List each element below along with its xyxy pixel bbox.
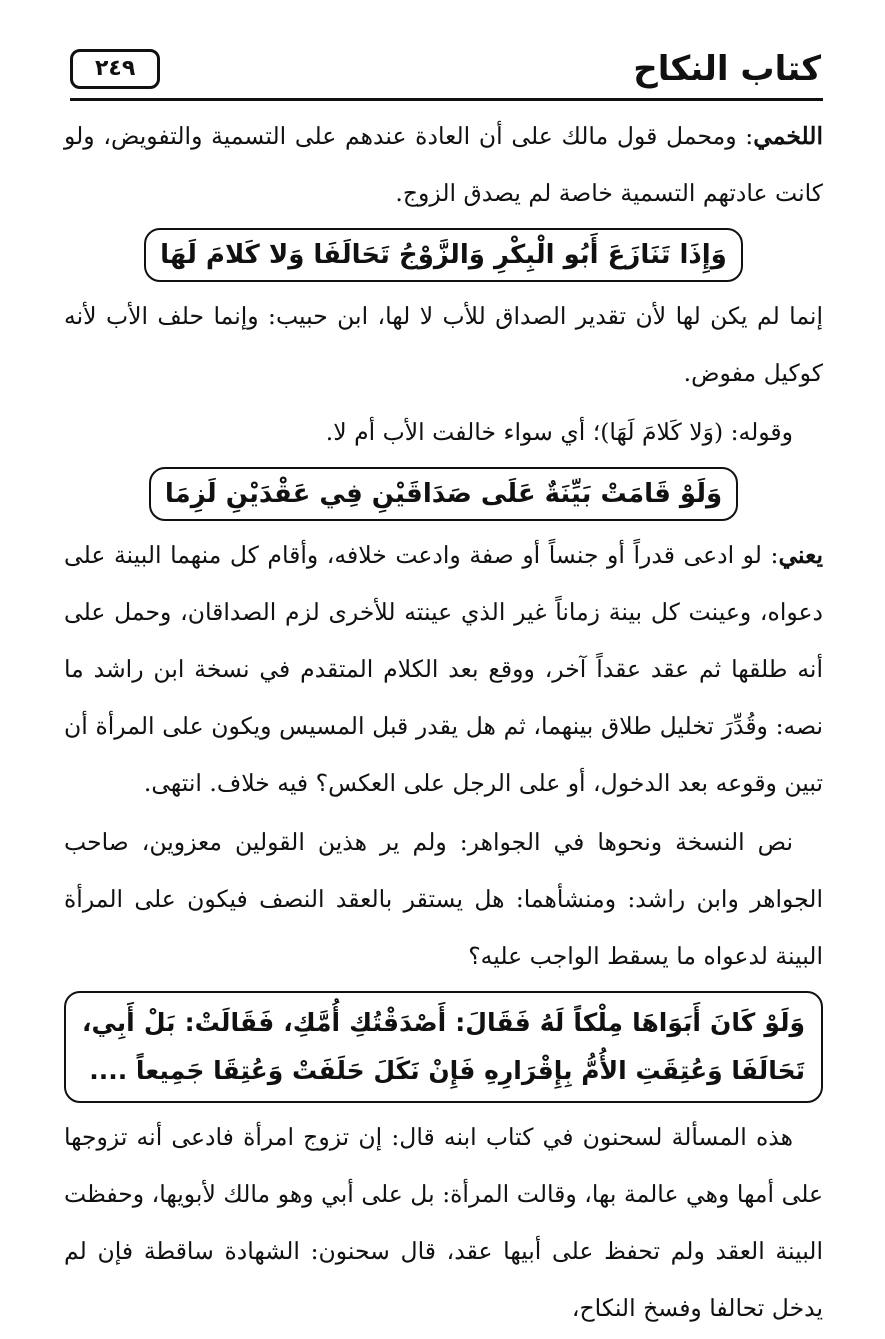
paragraph: نص النسخة ونحوها في الجواهر: ولم ير هذين القولين معزوين، صاحب الجواهر وابن راشد: ومنشأهما: هل يستقر بالعقد النصف فيكون على المرأة البينة لدعواه ما يسقط الواجب عليه؟ [64,828,823,970]
page-body [64,108,823,1339]
paragraph-text: : ومحمل قول مالك على أن العادة عندهم على التسمية والتفويض، ولو كانت عادتهم التسمية خاصة لم يصدق الزوج. [64,122,823,207]
page-number: ٢٤٩ [70,49,160,89]
book-title: كتاب النكاح [633,49,821,89]
paragraph-yani [64,527,823,812]
matn-box: وَإِذَا تَنَازَعَ أَبُو الْبِكْرِ وَالزَّوْجُ تَحَالَفَا وَلا كَلامَ لَهَا [144,228,743,282]
paragraph-lead: يعني [778,541,823,569]
paragraph-lakhmi [64,108,823,222]
header-rule [70,98,823,101]
paragraph: إنما لم يكن لها لأن تقدير الصداق للأب لا لها، ابن حبيب: وإنما حلف الأب لأنه كوكيل مفوض. [64,302,823,387]
paragraph: وقوله: (وَلا كَلامَ لَهَا)؛ أي سواء خالفت الأب أم لا. [325,418,793,446]
paragraph-text: : لو ادعى قدراً أو جنساً أو صفة وادعت خلافه، وأقام كل منهما البينة على دعواه، وعينت كل بينة زماناً غير الذي عينته للأخرى لزم الصداقان، وحمل على أنه طلقها ثم عقد عقداً آخر، ووقع بعد الكلام المتقدم في نسخة ابن راشد ما نصه: وقُدِّرَ تخليل طلاق بينهما، ثم هل يقدر قبل المسيس ويكون على المرأة أن تبين وقوعه بعد الدخول، أو على الرجل على العكس؟ فيه خلاف. انتهى. [64,541,823,797]
page-header [66,42,825,96]
paragraph: هذه المسألة لسحنون في كتاب ابنه قال: إن تزوج امرأة فادعى أنه تزوجها على أمها وهي عالمة بها، وقالت المرأة: بل على أبي وهو مالك لأبويها، وحفظت البينة العقد ولم تحفظ على أبيها عقد، قال سحنون: الشهادة ساقطة فإن لم يدخل تحالفا وفسخ النكاح، [64,1123,823,1322]
matn-box: وَلَوْ قَامَتْ بَيِّنَةٌ عَلَى صَدَاقَيْنِ فِي عَقْدَيْنِ لَزِمَا [149,467,738,521]
matn-box: وَلَوْ كَانَ أَبَوَاهَا مِلْكاً لَهُ فَقَالَ: أَصْدَقْتُكِ أُمَّكِ، فَقَالَتْ: بَلْ أَبِي، تَحَالَفَا وَعُتِقَتِ الأُمُّ بِإِقْرَارِهِ فَإِنْ نَكَلَ حَلَفَتْ وَعُتِقَا جَمِيعاً .... [64,991,823,1103]
paragraph-lead: اللخمي [753,122,823,150]
